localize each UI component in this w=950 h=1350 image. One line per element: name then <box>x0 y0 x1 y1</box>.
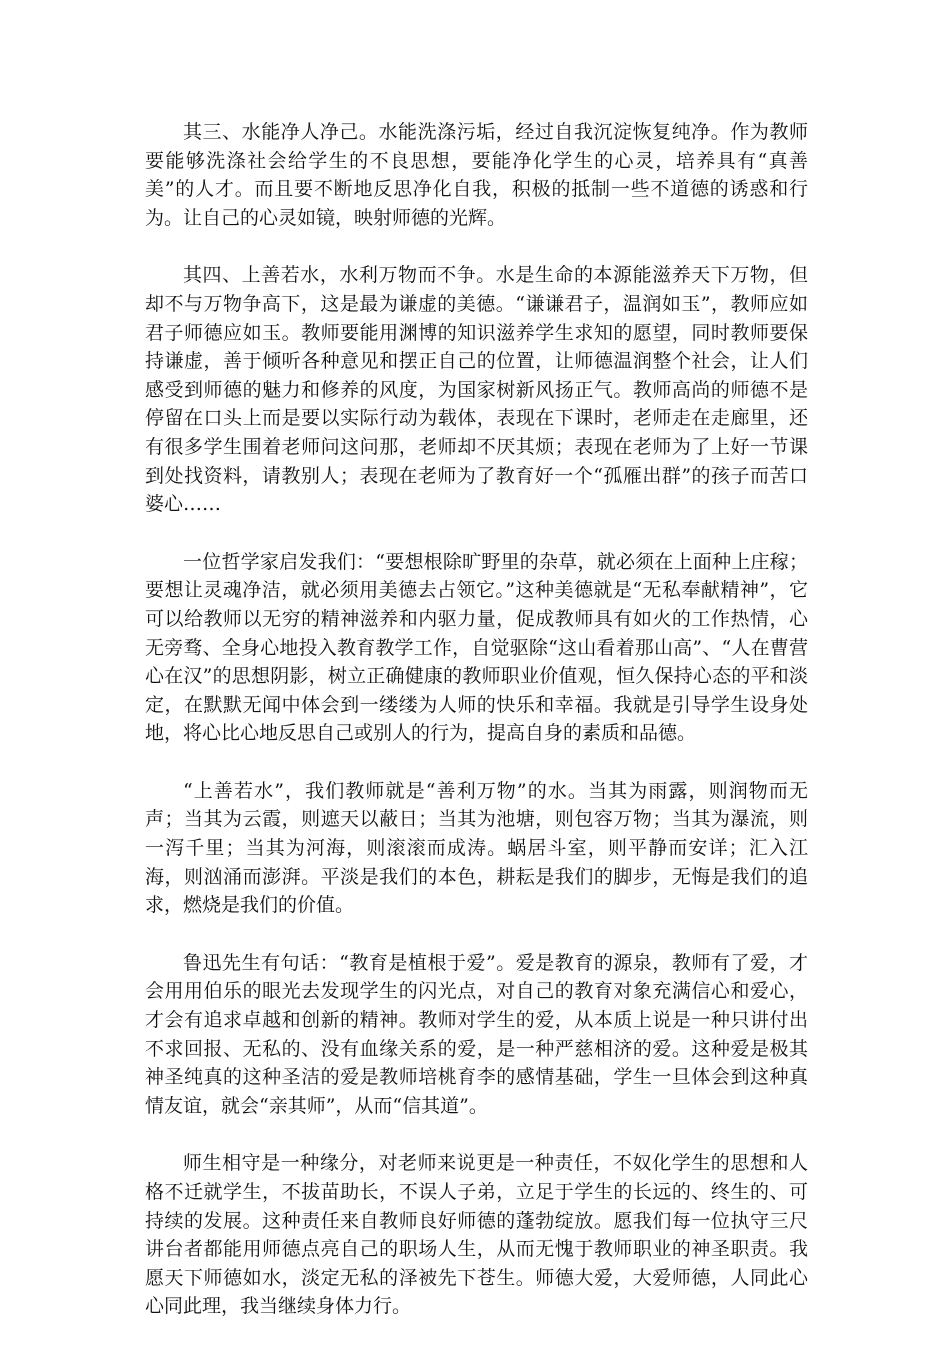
document-page <box>145 118 808 1350</box>
paragraph-2: 其四、上善若水，水利万物而不争。水是生命的本源能滋养天下万物，但却不与万物争高下，这是最为谦虚的美德。“谦谦君子，温润如玉”，教师应如君子师德应如玉。教师要能用渊博的知识滋养学生求知的愿望，同时教师要保持谦虚，善于倾听各种意见和摆正自己的位置，让师德温润整个社会，让人们感受到师德的魅力和修养的风度，为国家树新风扬正气。教师高尚的师德不是停留在口头上而是要以实际行动为载体，表现在下课时，老师走在走廊里，还有很多学生围着老师问这问那，老师却不厌其烦；表现在老师为了上好一节课到处找资料，请教别人；表现在老师为了教育好一个“孤雁出群”的孩子而苦口婆心…… <box>145 264 808 516</box>
paragraph-3: 一位哲学家启发我们：“要想根除旷野里的杂草，就必须在上面种上庄稼；要想让灵魂净洁，就必须用美德去占领它。”这种美德就是“无私奉献精神”，它可以给教师以无穷的精神滋养和内驱力量，促成教师具有如火的工作热情，心无旁骛、全身心地投入教育教学工作，自觉驱除“这山看着那山高”、“人在曹营心在汉”的思想阴影，树立正确健康的教师职业价值观，恒久保持心态的平和淡定，在默默无闻中体会到一缕缕为人师的快乐和幸福。我就是引导学生设身处地，将心比心地反思自己或别人的行为，提高自身的素质和品德。 <box>145 550 808 745</box>
paragraph-4: “上善若水”，我们教师就是“善利万物”的水。当其为雨露，则润物而无声；当其为云霞，则遮天以蔽日；当其为池塘，则包容万物；当其为瀑流，则一泻千里；当其为河海，则滚滚而成涛。蜗居斗室，则平静而安详；汇入江海，则汹涌而澎湃。平淡是我们的本色，耕耘是我们的脚步，无悔是我们的追求，燃烧是我们的价值。 <box>145 779 808 917</box>
paragraph-6: 师生相守是一种缘分，对老师来说更是一种责任，不奴化学生的思想和人格不迁就学生，不拔苗助长，不误人子弟，立足于学生的长远的、终生的、可持续的发展。这种责任来自教师良好师德的蓬勃绽放。愿我们每一位执守三尺讲台者都能用师德点亮自己的职场人生，从而无愧于教师职业的神圣职责。我愿天下师德如水，淡定无私的泽被先下苍生。师德大爱，大爱师德，人同此心心同此理，我当继续身体力行。 <box>145 1152 808 1318</box>
paragraph-1: 其三、水能净人净己。水能洗涤污垢，经过自我沉淀恢复纯净。作为教师要能够洗涤社会给学生的不良思想，要能净化学生的心灵，培养具有“真善美”的人才。而且要不断地反思净化自我，积极的抵制一些不道德的诱惑和行为。让自己的心灵如镜，映射师德的光辉。 <box>145 121 808 229</box>
paragraph-5: 鲁迅先生有句话：“教育是植根于爱”。爱是教育的源泉，教师有了爱，才会用用伯乐的眼光去发现学生的闪光点，对自己的教育对象充满信心和爱心，才会有追求卓越和创新的精神。教师对学生的爱，从本质上说是一种只讲付出不求回报、无私的、没有血缘关系的爱，是一种严慈相济的爱。这种爱是极其神圣纯真的这种圣洁的爱是教师培桃育李的感情基础，学生一旦体会到这种真情友谊，就会“亲其师”，从而“信其道”。 <box>145 951 808 1117</box>
